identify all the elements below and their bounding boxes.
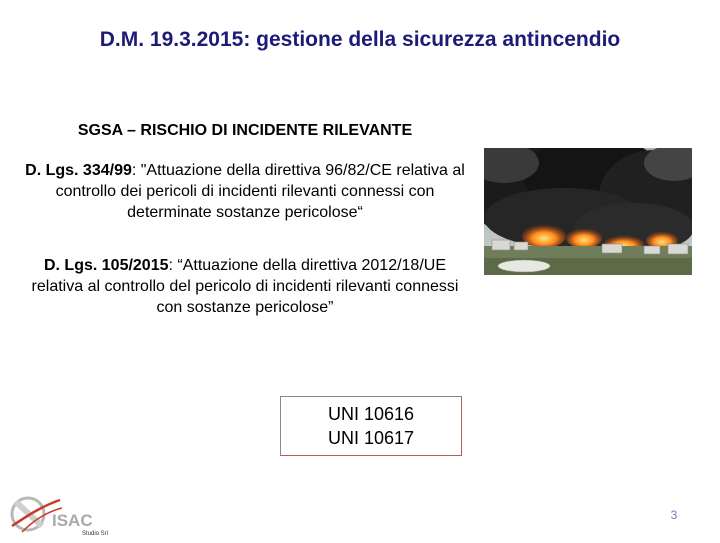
uni-standards-box <box>280 396 462 456</box>
paragraph-dlgs-105-2015 <box>20 255 470 318</box>
paragraph-body: : "Attuazione della direttiva 96/82/CE relativa al controllo dei pericoli di incidenti rilevanti connessi con determinate sostanze pericolose“ <box>55 162 465 221</box>
uni-standard-10616: UNI 10616 <box>327 404 415 424</box>
isac-logo <box>2 488 142 538</box>
paragraph-body: : “Attuazione della direttiva 2012/18/UE relativa al controllo del pericolo di incidenti rilevanti connessi con sostanze pericolose” <box>31 257 459 316</box>
logo-brand-text: ISAC <box>52 511 93 530</box>
industrial-fire-photo <box>484 148 692 275</box>
isac-logo-graphic <box>2 488 142 538</box>
uni-standard-10617: UNI 10617 <box>327 428 415 448</box>
slide-title: D.M. 19.3.2015: gestione della sicurezza antincendio <box>99 28 621 51</box>
logo-tagline-text: Studio Srl <box>82 531 109 537</box>
paragraph-lead: D. Lgs. 334/99 <box>25 162 132 179</box>
page-number: 3 <box>670 508 678 522</box>
fire-photo-graphic <box>484 148 692 275</box>
paragraph-lead: D. Lgs. 105/2015 <box>43 257 169 274</box>
paragraph-dlgs-334-99 <box>20 160 470 223</box>
section-subtitle: SGSA – RISCHIO DI INCIDENTE RILEVANTE <box>77 122 413 139</box>
